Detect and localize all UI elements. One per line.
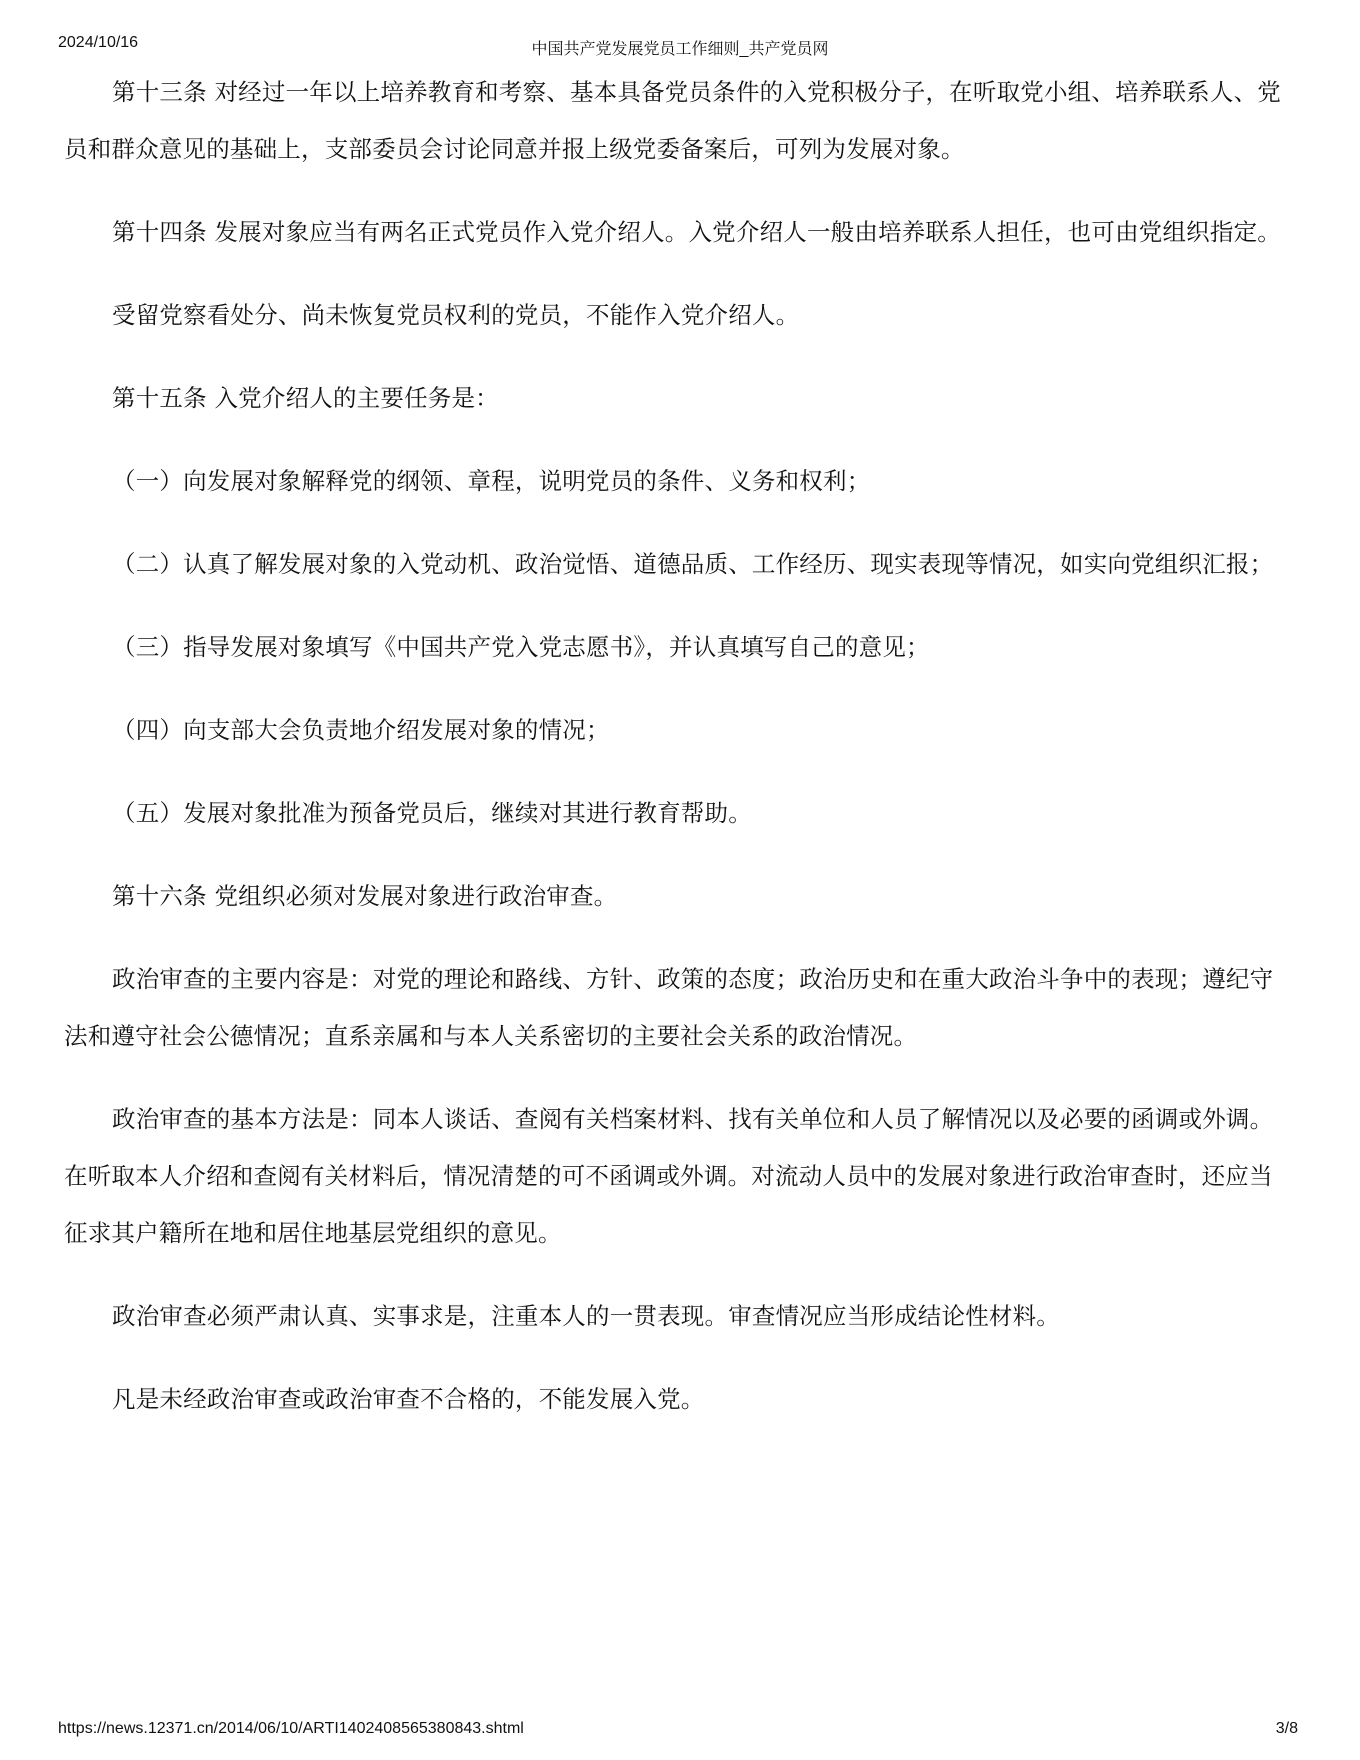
task-item-5: （五）发展对象批准为预备党员后，继续对其进行教育帮助。: [112, 799, 752, 827]
print-date: 2024/10/16: [58, 34, 139, 51]
article-15-paragraph: 第十五条 入党介绍人的主要任务是：: [112, 384, 499, 412]
article-16-paragraph: 第十六条 党组织必须对发展对象进行政治审查。: [112, 882, 618, 910]
print-footer: [0, 1720, 1360, 1744]
task-item-4: （四）向支部大会负责地介绍发展对象的情况；: [112, 716, 610, 744]
page-title: 中国共产党发展党员工作细则_共产党员网: [531, 41, 829, 58]
article-13-paragraph: 第十三条 对经过一年以上培养教育和考察、基本具备党员条件的入党积极分子，在听取党小组、培养联系人、党员和群众意见的基础上，支部委员会讨论同意并报上级党委备案后，可列为发展对象。: [64, 78, 1281, 163]
print-header: [0, 34, 1360, 58]
page-number: 3/8: [1275, 1720, 1298, 1737]
review-content-paragraph: 政治审查的主要内容是：对党的理论和路线、方针、政策的态度；政治历史和在重大政治斗争中的表现；遵纪守法和遵守社会公德情况；直系亲属和与本人关系密切的主要社会关系的政治情况。: [64, 965, 1274, 1050]
article-14-paragraph: 第十四条 发展对象应当有两名正式党员作入党介绍人。入党介绍人一般由培养联系人担任，也可由党组织指定。: [112, 218, 1281, 246]
task-item-1: （一）向发展对象解释党的纲领、章程，说明党员的条件、义务和权利；: [112, 467, 871, 495]
review-requirement-paragraph: 政治审查必须严肃认真、实事求是，注重本人的一贯表现。审查情况应当形成结论性材料。: [112, 1302, 1060, 1330]
review-method-paragraph: 政治审查的基本方法是：同本人谈话、查阅有关档案材料、找有关单位和人员了解情况以及必要的函调或外调。在听取本人介绍和查阅有关材料后，情况清楚的可不函调或外调。对流动人员中的发展对象进行政治审查时，还应当征求其户籍所在地和居住地基层党组织的意见。: [64, 1105, 1274, 1247]
review-failure-paragraph: 凡是未经政治审查或政治审查不合格的，不能发展入党。: [112, 1385, 705, 1413]
task-item-2: （二）认真了解发展对象的入党动机、政治觉悟、道德品质、工作经历、现实表现等情况，如实向党组织汇报；: [112, 550, 1274, 578]
article-body: [64, 64, 1294, 1454]
source-url: https://news.12371.cn/2014/06/10/ARTI1402408565380843.shtml: [58, 1720, 524, 1737]
task-item-3: （三）指导发展对象填写《中国共产党入党志愿书》，并认真填写自己的意见；: [112, 633, 930, 661]
introducer-restriction-paragraph: 受留党察看处分、尚未恢复党员权利的党员，不能作入党介绍人。: [112, 301, 800, 329]
